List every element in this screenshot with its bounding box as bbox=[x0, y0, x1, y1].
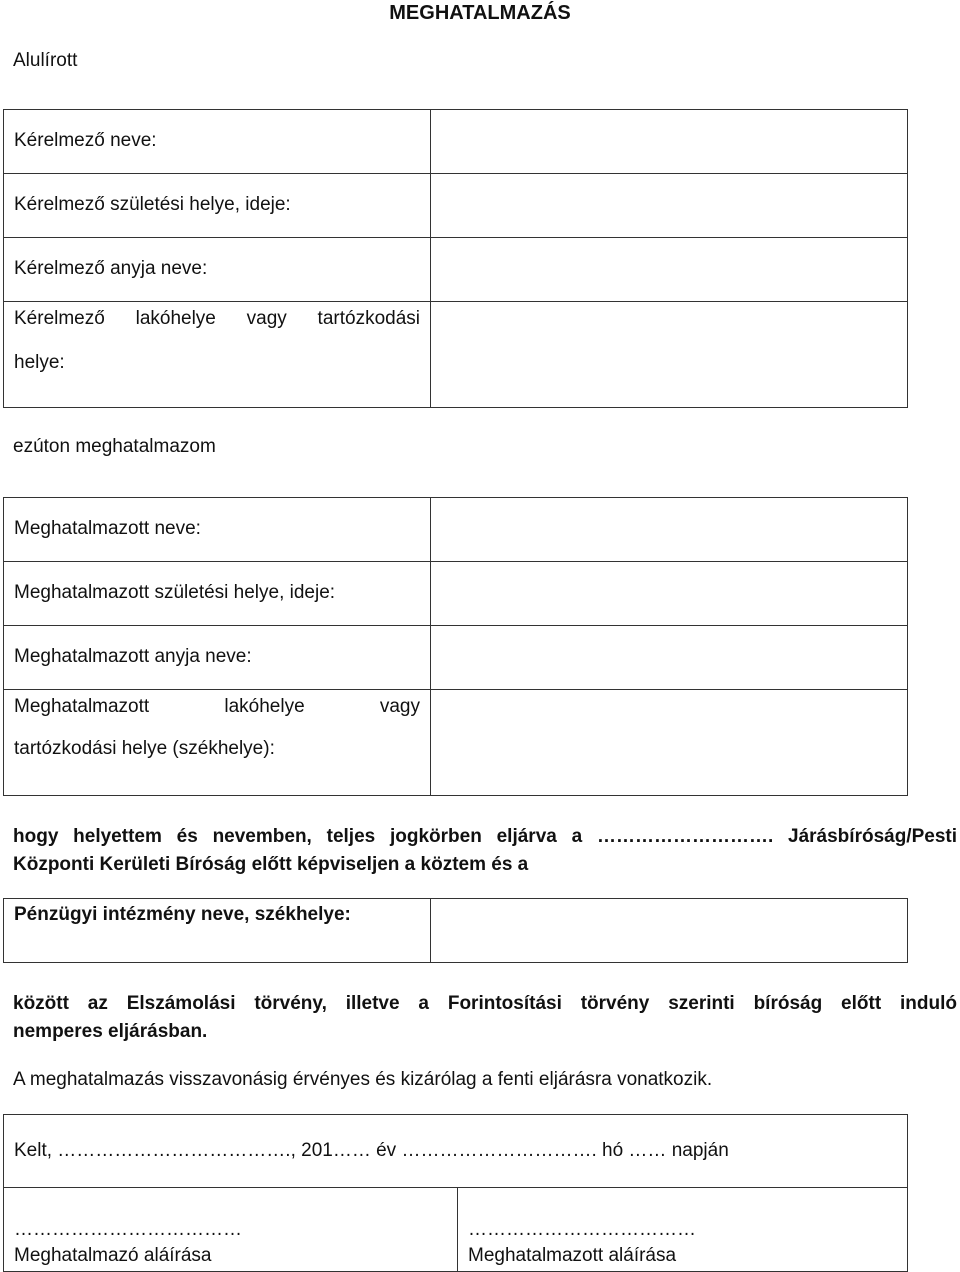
agent-name-label: Meghatalmazott neve: bbox=[14, 518, 201, 539]
date-line[interactable]: Kelt, ………………………………., 201…… év …………………………. hó …… napján bbox=[14, 1140, 729, 1161]
applicant-name-label-cell bbox=[4, 110, 431, 174]
agent-birth-label: Meghatalmazott születési helye, ideje: bbox=[14, 582, 336, 603]
signature-right-label: Meghatalmazott aláírása bbox=[468, 1245, 677, 1266]
bank-field[interactable] bbox=[431, 899, 908, 963]
agent-table bbox=[3, 497, 908, 796]
signature-right-cell bbox=[458, 1188, 908, 1272]
agent-mother-label-cell bbox=[4, 626, 431, 690]
applicant-birth-label-cell bbox=[4, 174, 431, 238]
signature-left-cell bbox=[4, 1188, 458, 1272]
applicant-residence-label-line2: helye: bbox=[14, 352, 65, 373]
agent-birth-label-cell bbox=[4, 562, 431, 626]
agent-residence-label-line1 bbox=[14, 694, 420, 720]
applicant-residence-label-line1 bbox=[14, 306, 420, 332]
intro-text: Alulírott bbox=[13, 50, 78, 71]
applicant-birth-label: Kérelmező születési helye, ideje: bbox=[14, 194, 291, 215]
word: Kérelmező bbox=[14, 308, 105, 329]
applicant-mother-label: Kérelmező anyja neve: bbox=[14, 258, 208, 279]
bank-label-cell bbox=[4, 899, 431, 963]
applicant-birth-field[interactable] bbox=[431, 174, 908, 238]
applicant-name-field[interactable] bbox=[431, 110, 908, 174]
court-text-line2: Központi Kerületi Bíróság előtt képviseljen a köztem és a bbox=[13, 854, 529, 875]
law-text-line2: nemperes eljárásban. bbox=[13, 1021, 208, 1042]
mandate-text: ezúton meghatalmazom bbox=[13, 436, 216, 457]
agent-name-field[interactable] bbox=[431, 498, 908, 562]
signature-left-dots[interactable]: ……………………………… bbox=[14, 1219, 242, 1240]
document-title: MEGHATALMAZÁS bbox=[389, 2, 571, 24]
word: vagy bbox=[246, 308, 287, 329]
applicant-residence-label-cell bbox=[4, 302, 431, 408]
date-cell bbox=[4, 1115, 908, 1188]
applicant-residence-field[interactable] bbox=[431, 302, 908, 408]
validity-text: A meghatalmazás visszavonásig érvényes és kizárólag a fenti eljárásra vonatkozik. bbox=[13, 1069, 713, 1090]
agent-mother-label: Meghatalmazott anyja neve: bbox=[14, 646, 252, 667]
signature-right-dots[interactable]: ……………………………… bbox=[468, 1219, 696, 1240]
court-text-line1: hogy helyettem és nevemben, teljes jogkörben eljárva a ………………………. Járásbíróság/Pesti bbox=[13, 826, 957, 847]
agent-mother-field[interactable] bbox=[431, 626, 908, 690]
agent-residence-label-line2: tartózkodási helye (székhelye): bbox=[14, 738, 275, 759]
applicant-table bbox=[3, 109, 908, 408]
agent-birth-field[interactable] bbox=[431, 562, 908, 626]
law-text-line1: között az Elszámolási törvény, illetve a Forintosítási törvény szerinti bíróság előtt induló bbox=[13, 993, 957, 1014]
agent-residence-field[interactable] bbox=[431, 690, 908, 796]
bank-table bbox=[3, 898, 908, 963]
applicant-name-label: Kérelmező neve: bbox=[14, 130, 157, 151]
court-paragraph bbox=[13, 823, 957, 879]
agent-residence-label-cell bbox=[4, 690, 431, 796]
word: lakóhelye bbox=[135, 308, 216, 329]
applicant-mother-label-cell bbox=[4, 238, 431, 302]
word: Meghatalmazott bbox=[14, 696, 150, 717]
word: vagy bbox=[379, 696, 420, 717]
signature-left-label: Meghatalmazó aláírása bbox=[14, 1245, 212, 1266]
law-paragraph bbox=[13, 990, 957, 1046]
signature-table bbox=[3, 1114, 908, 1272]
bank-label: Pénzügyi intézmény neve, székhelye: bbox=[14, 904, 351, 925]
applicant-mother-field[interactable] bbox=[431, 238, 908, 302]
word: tartózkodási bbox=[317, 308, 420, 329]
agent-name-label-cell bbox=[4, 498, 431, 562]
word: lakóhelye bbox=[224, 696, 305, 717]
